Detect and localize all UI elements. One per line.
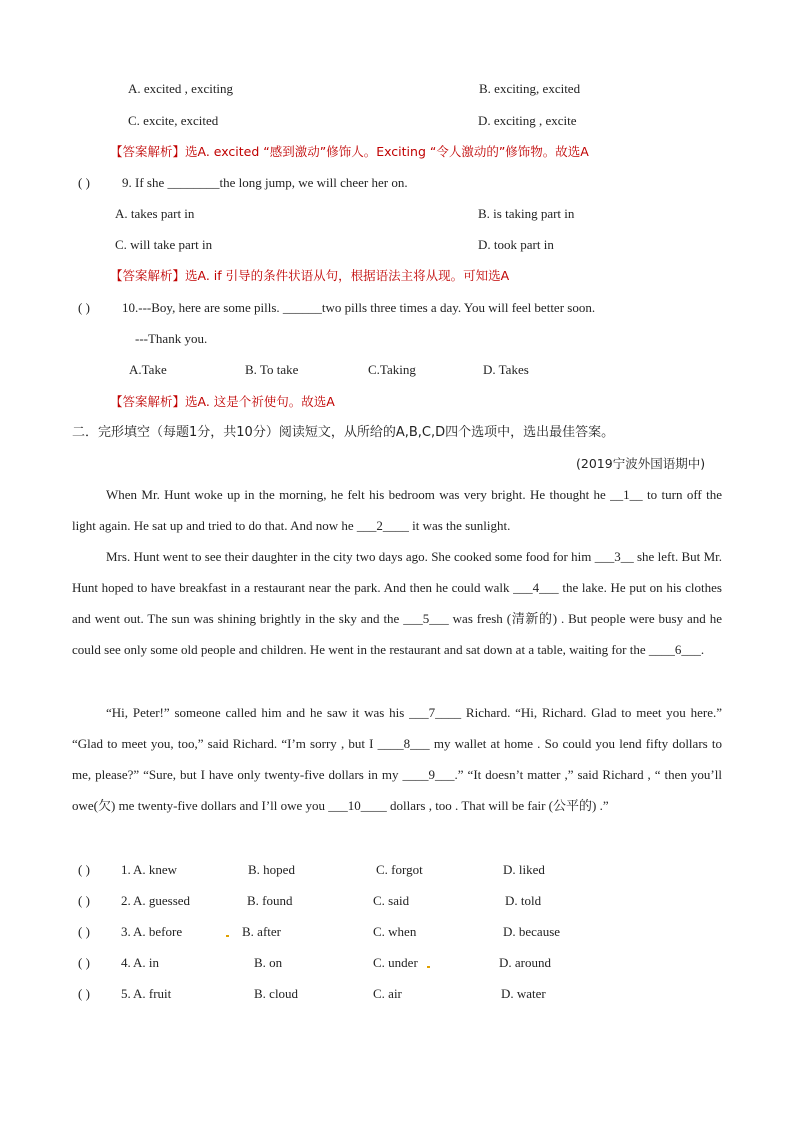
passage-paragraph-3 [72, 697, 722, 821]
passage-paragraph-1-text: When Mr. Hunt woke up in the morning, he felt his bedroom was very bright. He thought he __1__ to turn off the light again. He sat up and tried to do that. And now he ___2____ it was the sunlight. [72, 487, 722, 533]
q8-option-a: A. excited , exciting [128, 81, 234, 96]
cloze-4-option-d: D. around [499, 955, 551, 970]
cloze-5-option-b: B. cloud [254, 986, 299, 1001]
cloze-4-option-a: A. in [133, 955, 159, 970]
passage-paragraph-3-text: “Hi, Peter!” someone called him and he saw it was his ___7____ Richard. “Hi, Richard. Glad to meet you here.” “Glad to meet you, too,” said Richard. “I’m sorry , but I ____8___ my wallet at home . So could you lend fifty dollars to me, please?” “Sure, but I have only twenty-five dollars in my ____9___.” “It doesn’t matter ,” said Richard , “ then you’ll owe(欠) me twenty-five dollars and I’ll owe you ___10____ dollars , too . That will be fair (公平的) .” [72, 705, 722, 813]
cloze-3-option-d: D. because [503, 924, 561, 939]
q9-option-c: C. will take part in [115, 237, 213, 252]
cloze-2-number: 2. [121, 893, 131, 908]
q9-option-d: D. took part in [478, 237, 554, 252]
q8-option-b: B. exciting, excited [479, 81, 581, 96]
cloze-1-option-d: D. liked [503, 862, 545, 877]
cloze-1-blank: ( ) [78, 862, 90, 877]
q9-answer-explanation: 【答案解析】选A. if 引导的条件状语从句，根据语法主将从现。可知选A [110, 268, 510, 283]
cloze-3-number: 3. [121, 924, 131, 939]
cloze-3-blank: ( ) [78, 924, 90, 939]
q9-option-b: B. is taking part in [478, 206, 575, 221]
passage-paragraph-2 [72, 541, 722, 665]
cloze-1-option-c: C. forgot [376, 862, 423, 877]
cloze-2-blank: ( ) [78, 893, 90, 908]
cloze-2-option-a: A. guessed [133, 893, 191, 908]
cloze-4-option-b: B. on [254, 955, 283, 970]
q8-option-d: D. exciting , excite [478, 113, 577, 128]
cloze-1-option-b: B. hoped [248, 862, 295, 877]
q8-option-c: C. excite, excited [128, 113, 219, 128]
decorative-dot [427, 966, 430, 968]
cloze-4-number: 4. [121, 955, 131, 970]
q10-stem: 10.---Boy, here are some pills. ______two pills three times a day. You will feel better soon. [122, 300, 596, 315]
q9-stem: 9. If she ________the long jump, we will cheer her on. [122, 175, 408, 190]
passage-paragraph-2-text: Mrs. Hunt went to see their daughter in the city two days ago. She cooked some food for him ___3__ she left. But Mr. Hunt hoped to have breakfast in a restaurant near the park. And then he could walk ___4___ the lake. He put on his clothes and went out. The sun was shining brightly in the sky and the ___5___ was fresh (清新的) . But people were busy and he could see only some old people and children. He went in the restaurant and sat down at a table, waiting for the ____6___. [72, 549, 722, 657]
q9-option-a: A. takes part in [115, 206, 195, 221]
cloze-3-option-a: A. before [133, 924, 183, 939]
cloze-5-blank: ( ) [78, 986, 90, 1001]
cloze-1-option-a: A. knew [133, 862, 178, 877]
q10-option-b: B. To take [245, 362, 299, 377]
cloze-3-option-c: C. when [373, 924, 417, 939]
cloze-2-option-b: B. found [247, 893, 293, 908]
cloze-5-number: 5. [121, 986, 131, 1001]
cloze-2-option-d: D. told [505, 893, 542, 908]
q9-answer-blank: ( ) [78, 175, 90, 190]
section-heading: 二．完形填空（每题1分，共10分）阅读短文，从所给的A,B,C,D四个选项中，选出最佳答案。 [72, 425, 615, 440]
cloze-4-blank: ( ) [78, 955, 90, 970]
q10-option-c: C.Taking [368, 362, 416, 377]
cloze-5-option-c: C. air [373, 986, 402, 1001]
q10-answer-blank: ( ) [78, 300, 90, 315]
q10-option-d: D. Takes [483, 362, 529, 377]
cloze-3-option-b: B. after [242, 924, 281, 939]
source-note: (2019宁波外国语期中) [576, 456, 706, 471]
q10-option-a: A.Take [129, 362, 167, 377]
q8-answer-explanation: 【答案解析】选A. excited “感到激动”修饰人。Exciting “令人激动的”修饰物。故选A [110, 144, 589, 159]
cloze-5-option-a: A. fruit [133, 986, 172, 1001]
cloze-5-option-d: D. water [501, 986, 546, 1001]
cloze-1-number: 1. [121, 862, 131, 877]
decorative-dot [226, 935, 229, 937]
passage-paragraph-1 [72, 479, 722, 541]
q10-reply: ---Thank you. [135, 331, 208, 346]
cloze-4-option-c: C. under [373, 955, 418, 970]
q10-answer-explanation: 【答案解析】选A. 这是个祈使句。故选A [110, 394, 335, 409]
cloze-2-option-c: C. said [373, 893, 410, 908]
